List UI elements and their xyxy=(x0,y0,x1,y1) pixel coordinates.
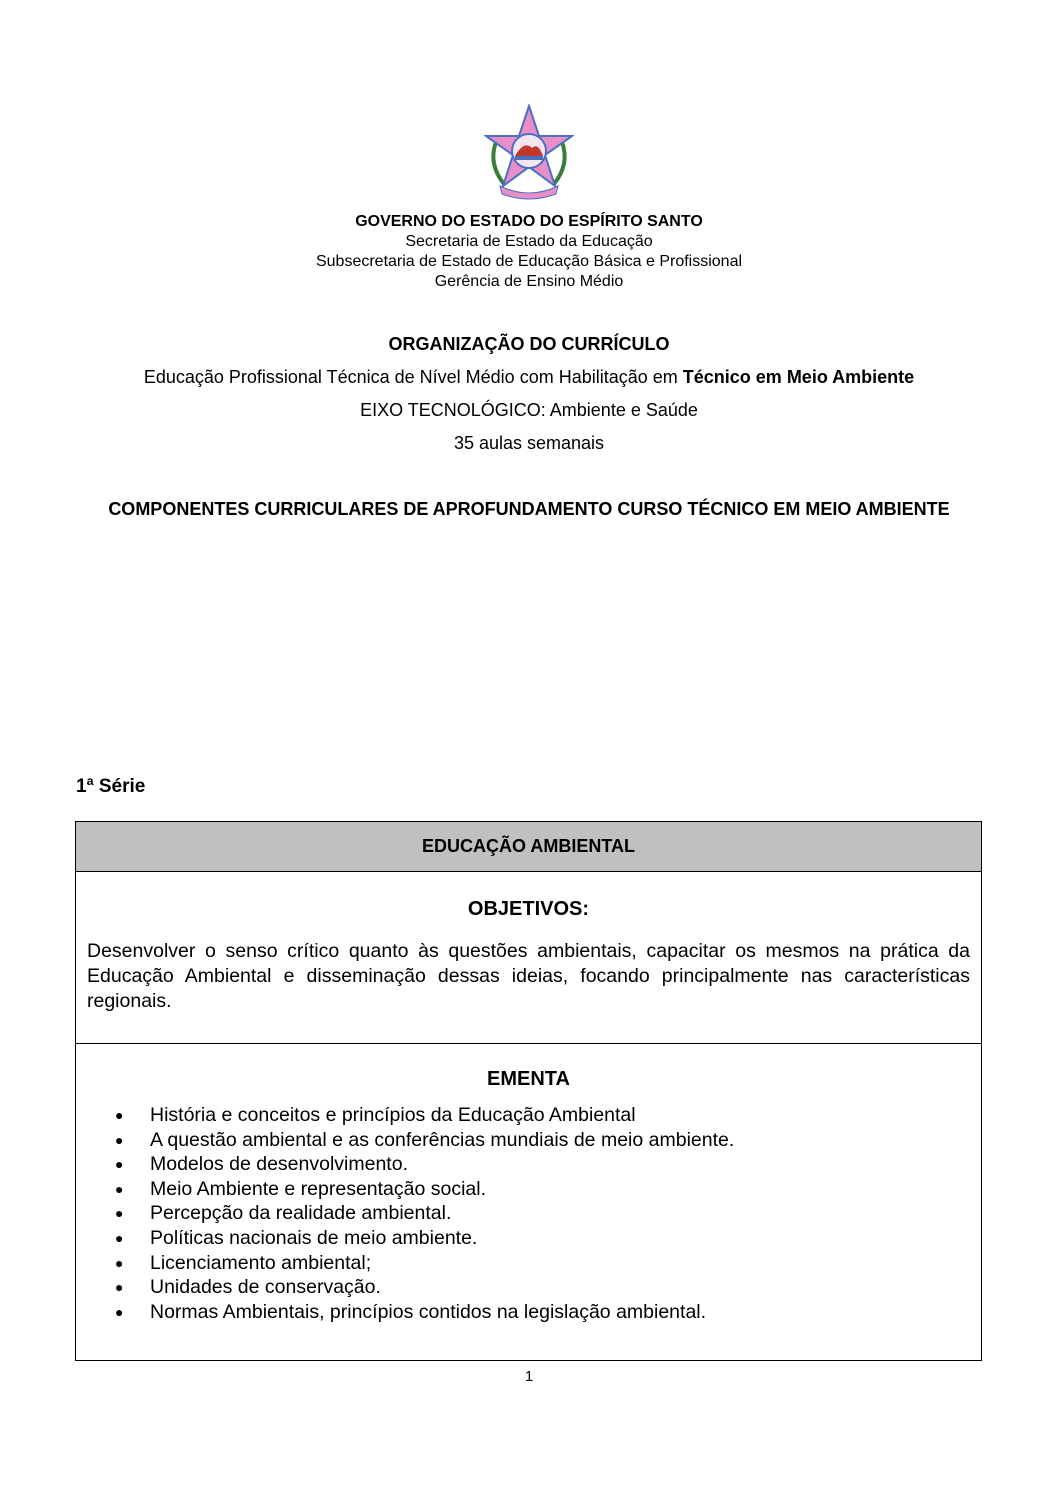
bullet-icon: ● xyxy=(115,1205,124,1222)
list-item: ● Modelos de desenvolvimento. xyxy=(115,1153,408,1176)
bullet-icon: ● xyxy=(115,1279,124,1296)
list-item: ● Unidades de conservação. xyxy=(115,1276,381,1299)
list-item: ● Percepção da realidade ambiental. xyxy=(115,1202,452,1225)
list-item: ● História e conceitos e princípios da Educação Ambiental xyxy=(115,1104,636,1126)
curriculum-title: ORGANIZAÇÃO DO CURRÍCULO xyxy=(388,334,670,354)
ementa-list xyxy=(87,1103,970,1324)
list-item: ● Normas Ambientais, princípios contidos na legislação ambiental. xyxy=(115,1300,707,1323)
subject-table xyxy=(75,821,982,1361)
objectives-section xyxy=(76,872,981,1044)
course-name: Técnico em Meio Ambiente xyxy=(682,367,915,387)
secretariat-name: Secretaria de Estado da Educação xyxy=(405,233,653,250)
bullet-icon: ● xyxy=(115,1156,124,1173)
bullet-icon: ● xyxy=(115,1229,124,1246)
list-item: ● Meio Ambiente e representação social. xyxy=(115,1177,487,1200)
objectives-text: Desenvolver o senso crítico quanto às questões ambientais, capacitar os mesmos na prática da Educação Ambiental e disseminação dessas ideias, focando principalmente nas características regionais. xyxy=(87,940,970,1012)
management-name: Gerência de Ensino Médio xyxy=(434,273,624,290)
ementa-section xyxy=(76,1044,981,1324)
subject-name: EDUCAÇÃO AMBIENTAL xyxy=(76,822,981,872)
list-item: ● Licenciamento ambiental; xyxy=(115,1251,372,1274)
bullet-icon: ● xyxy=(115,1180,124,1197)
ementa-title: EMENTA xyxy=(487,1068,570,1090)
list-item: ● A questão ambiental e as conferências mundiais de meio ambiente. xyxy=(115,1128,735,1151)
objectives-title: OBJETIVOS: xyxy=(467,898,590,920)
serie-heading: 1ª Série xyxy=(76,776,146,797)
subsecretariat-name: Subsecretaria de Estado de Educação Básica e Profissional xyxy=(315,253,743,270)
weekly-classes: 35 aulas semanais xyxy=(453,433,605,453)
government-name: GOVERNO DO ESTADO DO ESPÍRITO SANTO xyxy=(355,213,703,230)
page-number: 1 xyxy=(524,1368,534,1385)
bullet-icon: ● xyxy=(115,1131,124,1148)
coat-of-arms-icon xyxy=(484,104,574,200)
components-title: COMPONENTES CURRICULARES DE APROFUNDAMENTO CURSO TÉCNICO EM MEIO AMBIENTE xyxy=(108,499,950,519)
curriculum-header xyxy=(0,328,1058,460)
government-header xyxy=(0,212,1058,292)
bullet-icon: ● xyxy=(115,1303,124,1320)
bullet-icon: ● xyxy=(115,1254,124,1271)
list-item: ● Políticas nacionais de meio ambiente. xyxy=(115,1226,478,1249)
course-prefix: Educação Profissional Técnica de Nível Médio com Habilitação em xyxy=(143,367,678,387)
course-line xyxy=(0,361,1058,394)
technological-axis: EIXO TECNOLÓGICO: Ambiente e Saúde xyxy=(360,400,698,420)
bullet-icon: ● xyxy=(115,1107,124,1123)
